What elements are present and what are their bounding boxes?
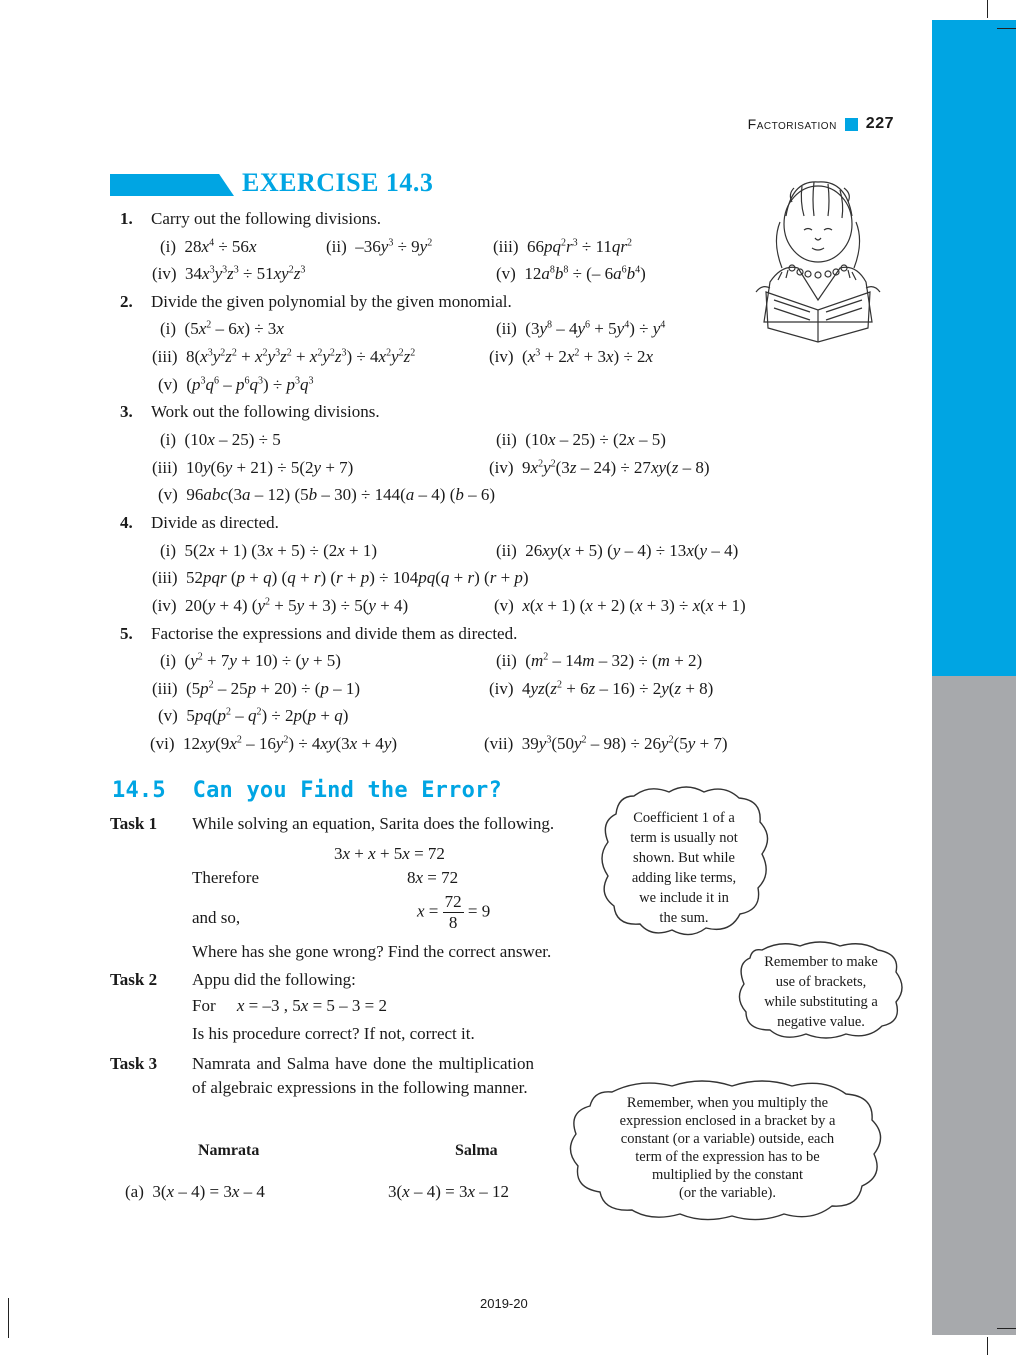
item-label: (iii): [493, 237, 519, 256]
and-so-label: and so,: [192, 908, 241, 927]
side-color-bar: [932, 20, 1016, 676]
footer-year: 2019-20: [480, 1296, 528, 1311]
bubble-1-text: Coefficient 1 of a term is usually not shown. But while adding like terms, we include it in the sum.: [630, 810, 738, 926]
item-label: (v): [158, 485, 178, 504]
running-header: [748, 115, 894, 133]
page-number: 227: [865, 115, 894, 132]
item-label: (iv): [152, 264, 177, 283]
item-label: (ii): [496, 319, 517, 338]
exercise-title-bar: [110, 174, 234, 196]
item-label: (iv): [489, 679, 514, 698]
item-label: (i): [160, 319, 177, 338]
column-header-namrata: Namrata: [198, 1142, 260, 1159]
item-label: (i): [160, 541, 177, 560]
item-label: (vi): [150, 734, 175, 753]
question-number: 3.: [120, 402, 133, 421]
item-label: (i): [160, 430, 177, 449]
question-number: 2.: [120, 292, 133, 311]
item-label: (ii): [496, 541, 517, 560]
for-label: For: [192, 996, 216, 1015]
item-label: (iii): [152, 679, 178, 698]
task-label: Task 1: [110, 814, 158, 833]
task-question: Is his procedure correct? If not, correct it.: [192, 1024, 475, 1043]
question-number: 4.: [120, 513, 133, 532]
item-label: (iii): [152, 568, 178, 587]
task-label: Task 3: [110, 1054, 158, 1073]
item-label: (iv): [489, 458, 514, 477]
row-label: (a): [125, 1182, 144, 1201]
section-title: 14.5 Can you Find the Error?: [112, 778, 502, 803]
question-number: 1.: [120, 209, 133, 228]
item-label: (i): [160, 237, 177, 256]
crop-mark: [987, 1337, 988, 1355]
item-label: (iii): [152, 347, 178, 366]
task-text: Namrata and Salma have done the multiplication of algebraic expressions in the following manner.: [192, 1054, 534, 1097]
item-label: (v): [496, 264, 516, 283]
task-label: Task 2: [110, 970, 158, 989]
task-text: While solving an equation, Sarita does the following.: [192, 814, 555, 833]
chapter-name: Factorisation: [747, 116, 837, 132]
question-text: Divide the given polynomial by the given monomial.: [151, 292, 512, 311]
side-gray-bar: [932, 676, 1016, 1335]
girl-reading-illustration: [752, 172, 884, 354]
item-label: (ii): [496, 430, 517, 449]
question-text: Work out the following divisions.: [151, 402, 380, 421]
item-label: (iv): [489, 347, 514, 366]
item-label: (ii): [326, 237, 347, 256]
equation: 3x + x + 5x = 72: [334, 844, 445, 863]
exercise-title: EXERCISE 14.3: [242, 168, 434, 197]
item-label: (iii): [152, 458, 178, 477]
task-question: Where has she gone wrong? Find the correct answer.: [192, 942, 552, 961]
question-text: Factorise the expressions and divide them as directed.: [151, 624, 518, 643]
bubble-2-text: Remember to make use of brackets, while substituting a negative value.: [764, 954, 878, 1030]
column-header-salma: Salma: [455, 1142, 498, 1159]
item-label: (v): [158, 706, 178, 725]
equation: 8x = 72: [407, 868, 459, 887]
bubble-3-text: Remember, when you multiply the expression enclosed in a bracket by a constant (or a variable) outside, each term of the expression has to be multiplied by the constant (or the variable).: [619, 1095, 836, 1201]
crop-mark: [8, 1298, 9, 1338]
salma-answer: 3(x – 4) = 3x – 12: [388, 1182, 510, 1201]
header-square: [845, 118, 858, 131]
crop-mark: [997, 1328, 1016, 1329]
item-label: (i): [160, 651, 177, 670]
item-label: (v): [494, 596, 514, 615]
question-text: Divide as directed.: [151, 513, 279, 532]
equation: x = $\frac{72}{8}$ = 9: [417, 892, 491, 932]
therefore-label: Therefore: [192, 868, 260, 887]
crop-mark: [987, 0, 988, 18]
question-number: 5.: [120, 624, 133, 643]
crop-mark: [997, 28, 1016, 29]
question-text: Carry out the following divisions.: [151, 209, 381, 228]
item-label: (v): [158, 375, 178, 394]
item-label: (vii): [484, 734, 514, 753]
item-label: (ii): [496, 651, 517, 670]
task-text: Appu did the following:: [192, 970, 356, 989]
item-label: (iv): [152, 596, 177, 615]
